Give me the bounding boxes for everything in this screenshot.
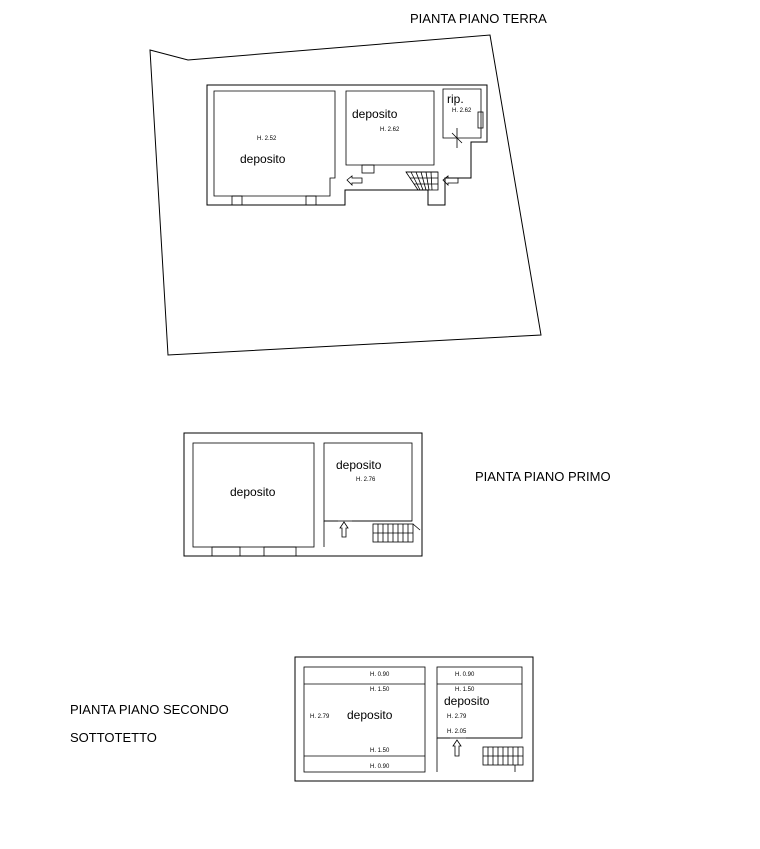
second-stairs xyxy=(483,747,523,772)
second-right-h-top: H. 0.90 xyxy=(455,672,475,678)
first-right-label: deposito xyxy=(336,458,382,472)
second-right-h-side: H. 2.79 xyxy=(447,714,467,720)
second-left-label: deposito xyxy=(347,708,393,722)
ground-big-label: deposito xyxy=(240,152,286,166)
ground-stairs xyxy=(406,172,438,190)
ground-small-height: H. 2.62 xyxy=(452,108,472,114)
ground-small-label: rip. xyxy=(447,92,464,106)
ground-big-height: H. 2.52 xyxy=(257,136,277,142)
second-left-h-side: H. 2.79 xyxy=(310,714,330,720)
ground-floor-title: PIANTA PIANO TERRA xyxy=(410,11,547,26)
first-floor-building xyxy=(184,433,422,556)
second-right-h-top2: H. 1.50 xyxy=(455,687,475,693)
first-right-height: H. 2.76 xyxy=(356,477,376,483)
first-stairs xyxy=(373,524,420,542)
second-floor-building xyxy=(295,657,533,781)
ground-mid-height: H. 2.62 xyxy=(380,127,400,133)
first-big-label: deposito xyxy=(230,485,276,499)
second-left-h-top2: H. 1.50 xyxy=(370,687,390,693)
first-floor-title: PIANTA PIANO PRIMO xyxy=(475,469,611,484)
ground-mid-label: deposito xyxy=(352,107,398,121)
second-right-label: deposito xyxy=(444,694,490,708)
ground-floor-building xyxy=(207,85,487,205)
second-left-h-bot2: H. 1.50 xyxy=(370,748,390,754)
second-right-h-bot: H. 2.05 xyxy=(447,729,467,735)
second-floor-title: PIANTA PIANO SECONDO xyxy=(70,702,229,717)
second-left-h-top: H. 0.90 xyxy=(370,672,390,678)
second-left-h-bot: H. 0.90 xyxy=(370,764,390,770)
second-floor-subtitle: SOTTOTETTO xyxy=(70,730,157,745)
